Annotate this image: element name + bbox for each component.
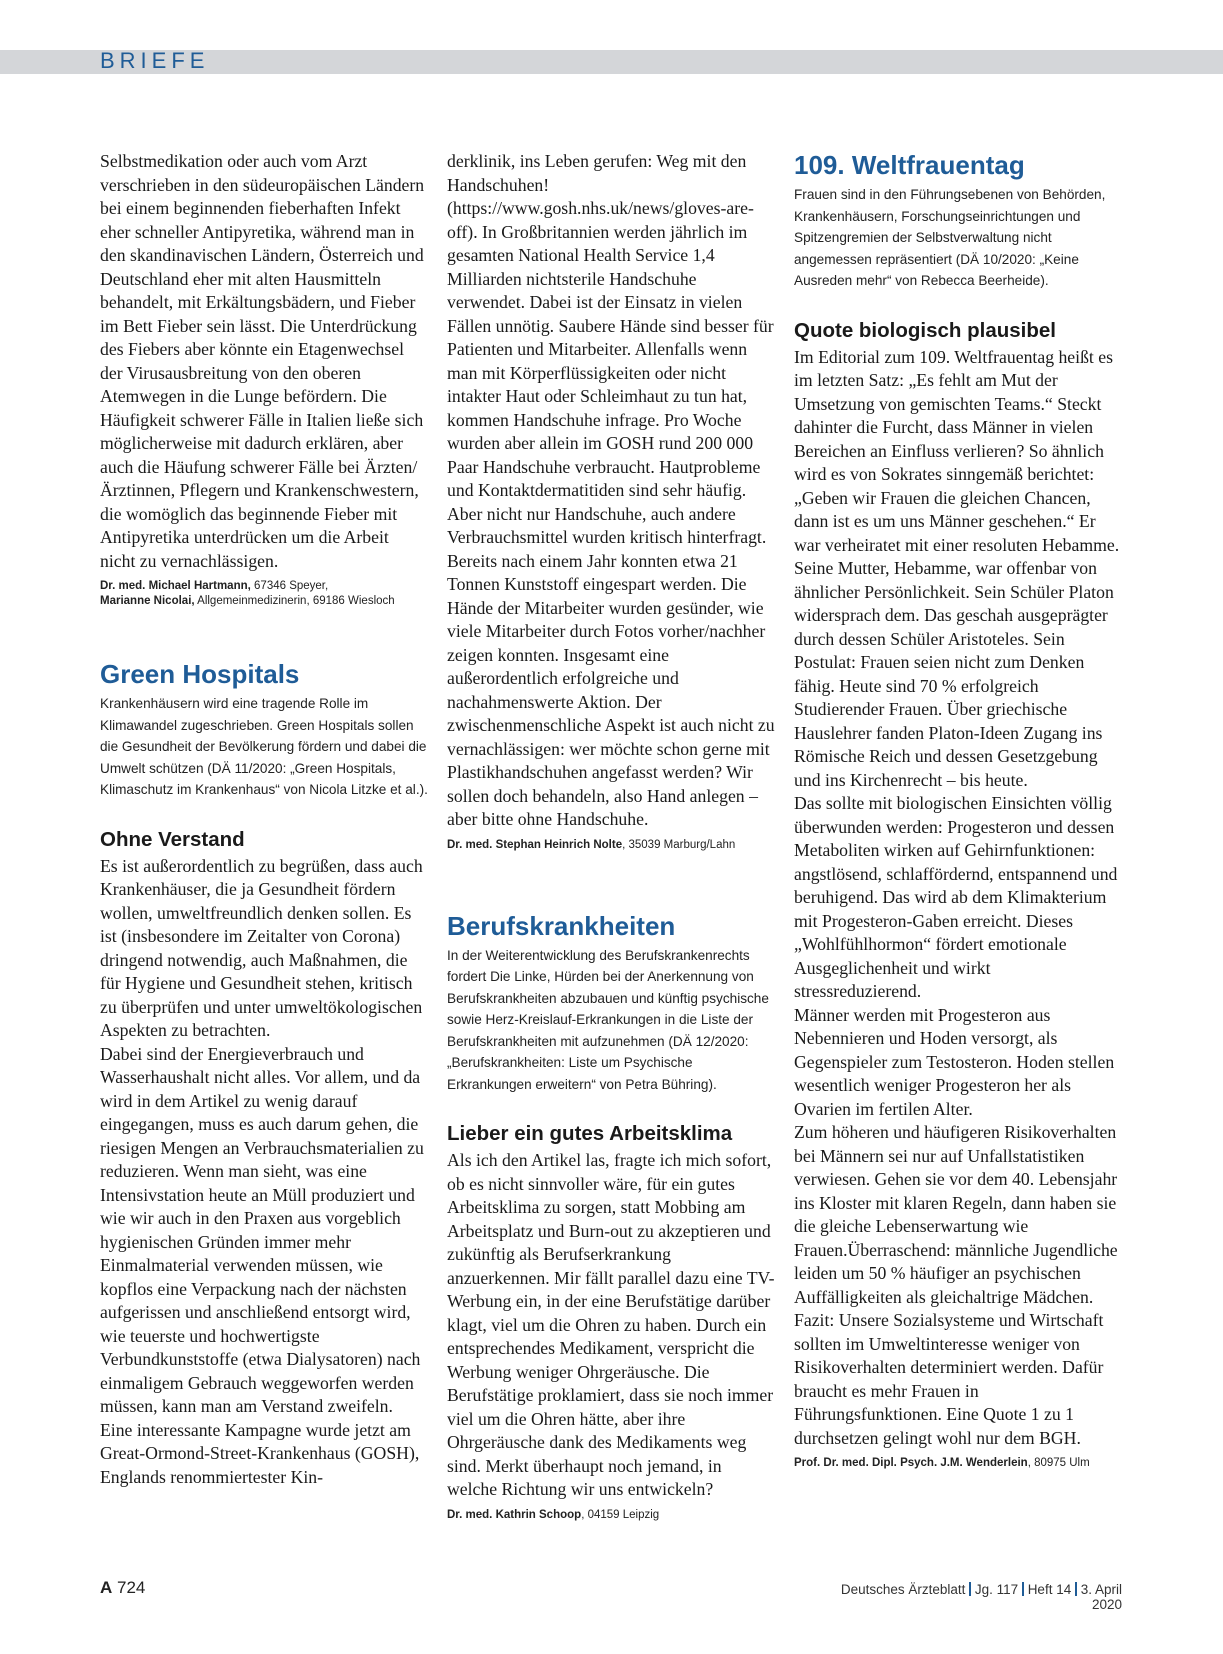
- topic-heading: Berufskrankheiten: [447, 910, 676, 941]
- author-location: , 80975 Ulm: [1027, 1457, 1090, 1469]
- letter-signature: [794, 1456, 1122, 1471]
- letter-text: Als ich den Artikel las, fragte ich mich sofort, ob es nicht sinnvoller wäre, für ein gutes Arbeitsklima zu sorgen, statt Mobbing am Arbeitsplatz und Burn-out zu akzeptieren und zukünftig als Berufserkrankung anzuerkennen. Mir fällt parallel dazu eine TV-Werbung ein, in der eine Berufstätige darüber klagt, viel um die Ohren zu haben. Durch ein entsprechendes Medikament, verspricht die Werbung weniger Ohrgeräusche. Die Berufstätige proklamiert, dass sie noch immer viel um die Ohren hätte, aber ihre Ohrgeräusche dank des Medikaments weg sind. Merkt überhaupt noch jemand, in welche Richtung wir uns entwickeln?: [447, 1150, 775, 1499]
- column-1: [100, 150, 428, 1489]
- journal-volume: Jg. 117: [974, 1582, 1019, 1597]
- journal-name: Deutsches Ärzteblatt: [840, 1582, 966, 1597]
- section-label: BRIEFE: [100, 48, 210, 73]
- page-prefix: A: [100, 1578, 113, 1597]
- letter-text: Männer werden mit Progesteron aus Nebennieren und Hoden versorgt, als Gegenspieler zum Testosteron. Hoden stellen wesentlich weniger Progesteron her als Ovarien im fertilen Alter.: [794, 1004, 1115, 1119]
- footer-separator: [969, 1582, 971, 1596]
- column-2: [447, 150, 775, 1523]
- letter-text: Das sollte mit biologischen Einsichten völlig überwunden werden: Progesteron und dessen Metaboliten wirken auf Gehirnfunktionen: angstlösend, schlaffördernd, entspannend und beruhigend. Das wird ab dem Klimakterium mit Progesteron-Gaben erreicht. Dieses „Wohlfühlhormon“ fördert emotionale Ausgeglichenheit und wirkt stressreduzierend.: [794, 793, 1118, 1001]
- page-number-value: 724: [112, 1578, 146, 1597]
- letter-heading: Quote biologisch plausibel: [794, 318, 1056, 342]
- author-location: Allgemeinmedizinerin, 69186 Wiesloch: [194, 595, 395, 607]
- letter-text: derklinik, ins Leben gerufen: Weg mit den Handschuhen! (https://www.gosh.nhs.uk/news/gloves-are-off). In Großbritannien werden jährlich im gesamten National Health Service 1,4 Milliarden nichtsterile Handschuhe verwendet. Dabei ist der Einsatz in vielen Fällen unnötig. Saubere Hände sind besser für Patienten und Mitarbeiter. Allenfalls wenn man mit Körperflüssigkeiten oder nicht intakter Haut oder Schleimhaut zu tun hat, kommen Handschuhe infrage. Pro Woche wurden aber allein im GOSH rund 200 000 Paar Handschuhe verbraucht. Hautprobleme und Kontaktdermatitiden sind sehr häufig. Aber nicht nur Handschuhe, auch andere Verbrauchsmittel wurden kritisch hinterfragt. Bereits nach einem Jahr konnten etwa 21 Tonnen Kunststoff eingespart werden. Die Hände der Mitarbeiter wurden gesünder, wie viele Mitarbeiter durch Fotos vorher/nachher zeigen konnten. Insgesamt eine außerordentlich erfolgreiche und nachahmenswerte Aktion. Der zwischenmenschliche Aspekt ist auch nicht zu vernachlässigen: wer möchte schon gerne mit Plastikhandschuhen angefasst werden? Wir sollen doch behandeln, also Hand anlegen – aber bitte ohne Handschuhe.: [447, 151, 775, 829]
- letter-text: Eine interessante Kampagne wurde jetzt am Great-Ormond-Street-Krankenhaus (GOSH), Englands renommiertester Kin-: [100, 1419, 420, 1487]
- letter-text: Es ist außerordentlich zu begrüßen, dass auch Krankenhäuser, die ja Gesundheit fördern wollen, umweltfreundlich denken sollen. Es ist (insbesondere im Zeitalter von Corona) dringend notwendig, auch Maßnahmen, die für Hygiene und Gesundheit stehen, kritisch zu überprüfen und unter umweltökologischen Aspekten zu betrachten.: [100, 855, 423, 1040]
- author-location: , 04159 Leipzig: [581, 1508, 660, 1521]
- letter-text: Zum höheren und häufigeren Risikoverhalten bei Männern sei nur auf Unfallstatistiken verwiesen. Gehen sie vor dem 40. Lebensjahr ins Kloster mit klaren Regeln, dann haben sie die gleiche Lebenserwartung wie Frauen.Überraschend: männliche Jugendliche leiden um 50 % häufiger an psychischen Auffälligkeiten als gleichaltrige Mädchen.: [794, 1122, 1118, 1307]
- footer-separator: [1022, 1582, 1024, 1596]
- letter-text: Selbstmedikation oder auch vom Arzt verschrieben in den südeuropäischen Ländern bei einem beginnenden fieberhaften Infekt eher schneller Antipyretika, während man in den skandinavischen Ländern, Österreich und Deutschland eher mit alten Hausmitteln behandelt, mit Erkältungsbädern, und Fieber im Bett Fieber sein lässt. Die Unterdrückung des Fiebers aber könnte ein Etagenwechsel der Virusausbreitung von den oberen Atemwegen in die Lunge befördern. Die Häufigkeit schwerer Fälle in Italien ließe sich möglicherweise mit dadurch erklären, aber auch die Häufung schwerer Fälle bei Ärzten/Ärztinnen, Pflegern und Krankenschwestern, die womöglich das beginnende Fieber mit Antipyretika unterdrücken um die Arbeit nicht zu vernachlässigen.: [100, 151, 425, 571]
- column-3: [794, 150, 1122, 1471]
- journal-footer: [820, 1582, 1122, 1612]
- topic-intro: Krankenhäusern wird eine tragende Rolle im Klimawandel zugeschrieben. Green Hospitals sollen die Gesundheit der Bevölkerung fördern und dabei die Umwelt schützen (DÄ 11/2020: „Green Hospitals, Klimaschutz im Krankenhaus“ von Nicola Litzke et al.).: [100, 696, 428, 797]
- topic-intro: Frauen sind in den Führungsebenen von Behörden, Krankenhäusern, Forschungseinrichtungen und Spitzengremien der Selbstverwaltung nicht angemessen repräsentiert (DÄ 10/2020: „Keine Ausreden mehr“ von Rebecca Beerheide).: [794, 187, 1106, 288]
- letter-text: Dabei sind der Energieverbrauch und Wasserhaushalt nicht alles. Vor allem, und da wird in dem Artikel zu wenig darauf eingegangen, muss es auch darum gehen, die riesigen Mengen an Verbrauchsmaterialien zu reduzieren. Wenn man sieht, was eine Intensivstation heute an Müll produziert und wie wir auch in den Praxen aus vorgeblich hygienischen Gründen immer mehr Einmalmaterial verwenden müssen, wie kopflos eine Verpackung nach der nächsten aufgerissen und anschließend entsorgt wird, wie teuerste und hochwertigste Verbundkunststoffe (etwa Dialysatoren) nach einmaligem Gebrauch weggeworfen werden müssen, kann man am Verstand zweifeln.: [100, 1043, 424, 1416]
- author-name: Prof. Dr. med. Dipl. Psych. J.M. Wenderlein: [794, 1457, 1028, 1469]
- author-name: Dr. med. Stephan Heinrich Nolte: [447, 838, 623, 851]
- letter-text: Im Editorial zum 109. Weltfrauentag heißt es im letzten Satz: „Es fehlt am Mut der Umsetzung von gemischten Teams.“ Steckt dahinter die Furcht, dass Männer in vielen Bereichen an Einfluss verlieren? So ähnlich wird es von Sokrates sinngemäß berichtet: „Geben wir Frauen die gleichen Chancen, dann ist es um uns Männer geschehen.“ Er war verheiratet mit einer resoluten Hebamme. Seine Mutter, Hebamme, war offenbar von ähnlicher Persönlichkeit. Sein Schüler Platon widersprach dem. Das geschah ausgeprägter durch dessen Schüler Aristoteles. Sein Postulat: Frauen seien nicht zum Denken fähig. Heute sind 70 % erfolgreich Studierender Frauen. Über griechische Hauslehrer fanden Platon-Ideen Zugang ins Römische Reich und dessen Gesetzgebung und ins Kirchenrecht – bis heute.: [794, 346, 1120, 790]
- journal-issue: Heft 14: [1027, 1582, 1072, 1597]
- letter-signature: [100, 579, 428, 609]
- letter-heading: Ohne Verstand: [100, 827, 245, 851]
- page-number: [100, 1578, 145, 1598]
- author-location: , 35039 Marburg/Lahn: [622, 838, 736, 851]
- journal-date: 3. April 2020: [1080, 1582, 1122, 1612]
- author-location: 67346 Speyer,: [250, 580, 329, 592]
- topic-intro: In der Weiterentwicklung des Berufskrankenrechts fordert Die Linke, Hürden bei der Anerkennung von Berufskrankheiten abzubauen und künftig psychische sowie Herz-Kreislauf-Erkrankungen in die Liste der Berufskrankheiten mit aufzunehmen (DÄ 12/2020: „Berufskrankheiten: Liste um Psychische Erkrankungen erweitern“ von Petra Bühring).: [447, 947, 769, 1092]
- author-name: Dr. med. Michael Hartmann,: [100, 580, 251, 592]
- author-name: Dr. med. Kathrin Schoop: [447, 1508, 582, 1521]
- topic-heading: 109. Weltfrauentag: [794, 150, 1025, 180]
- letter-signature: [447, 1508, 775, 1523]
- topic-heading: Green Hospitals: [100, 659, 300, 689]
- author-name: Marianne Nicolai,: [100, 595, 195, 607]
- footer-separator: [1075, 1582, 1077, 1596]
- letter-text: Fazit: Unsere Sozialsysteme und Wirtschaft sollten im Umweltinteresse weniger von Risikoverhalten determiniert werden. Dafür braucht es mehr Frauen in Führungsfunktionen. Eine Quote 1 zu 1 durchsetzen gelingt wohl nur dem BGH.: [794, 1310, 1104, 1448]
- letter-signature: [447, 838, 775, 853]
- letter-heading: Lieber ein gutes Arbeitsklima: [447, 1122, 733, 1145]
